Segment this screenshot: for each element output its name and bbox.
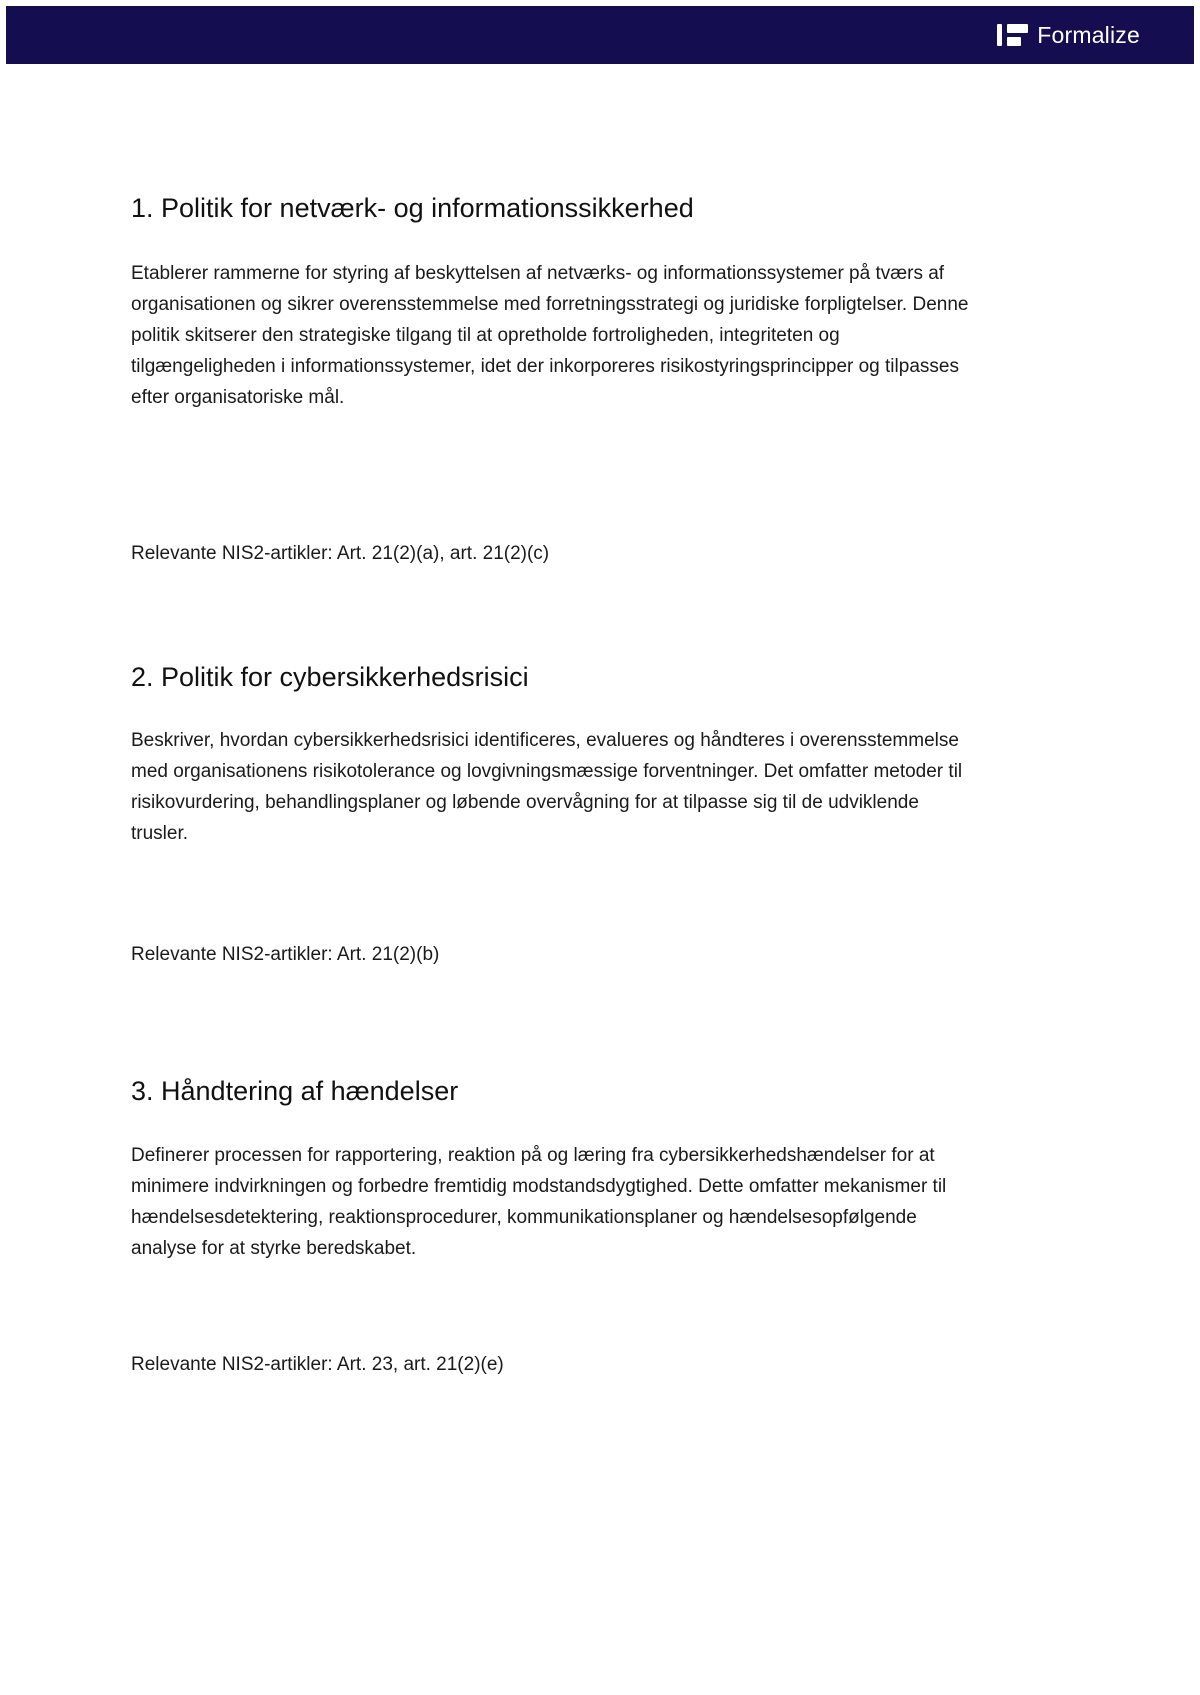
formalize-logo-icon	[997, 24, 1028, 46]
section-incident-handling	[131, 1075, 1011, 1381]
logo-horizontal-bars	[1007, 24, 1028, 46]
section-cybersecurity-risk-policy	[131, 661, 1011, 970]
section-body: Beskriver, hvordan cybersikkerhedsrisici identificeres, evalueres og håndteres i overensstemmelse med organisationens risikotolerance og lovgivningsmæssige forventninger. Det omfatter metoder til risikovurdering, behandlingsplaner og løbende overvågning for at tilpasse sig til de udviklende trusler.	[131, 729, 963, 844]
section-title: 1. Politik for netværk- og informationssikkerhed	[131, 193, 694, 223]
section-body: Etablerer rammerne for styring af beskyttelsen af netværks- og informationssystemer på tværs af organisationen og sikrer overensstemmelse med forretningsstrategi og juridiske forpligtelser. Denne politik skitserer den strategiske tilgang til at opretholde fortroligheden, integriteten og tilgængeligheden i informationssystemer, idet der inkorporeres risikostyringsprincipper og tilpasses efter organisatoriske mål.	[131, 262, 969, 408]
section-articles: Relevante NIS2-artikler: Art. 21(2)(b)	[131, 943, 440, 965]
logo-vertical-bar	[997, 24, 1002, 46]
section-articles: Relevante NIS2-artikler: Art. 23, art. 21(2)(e)	[131, 1354, 504, 1376]
section-title: 3. Håndtering af hændelser	[131, 1075, 459, 1106]
brand-logo	[997, 22, 1140, 49]
section-network-information-security	[131, 192, 1011, 569]
app-header	[6, 6, 1194, 64]
section-articles: Relevante NIS2-artikler: Art. 21(2)(a), art. 21(2)(c)	[131, 542, 550, 564]
section-title: 2. Politik for cybersikkerhedsrisici	[131, 661, 529, 692]
brand-name: Formalize	[1037, 21, 1140, 48]
logo-bar-bottom	[1007, 37, 1021, 46]
document-content	[131, 64, 1011, 1380]
section-body: Definerer processen for rapportering, reaktion på og læring fra cybersikkerhedshændelser for at minimere indvirkningen og forbedre fremtidig modstandsdygtighed. Dette omfatter mekanismer til hændelsesdetektering, reaktionsprocedurer, kommunikationsplaner og hændelsesopfølgende analyse for at styrke beredskabet.	[131, 1145, 947, 1260]
logo-bar-top	[1007, 24, 1028, 33]
